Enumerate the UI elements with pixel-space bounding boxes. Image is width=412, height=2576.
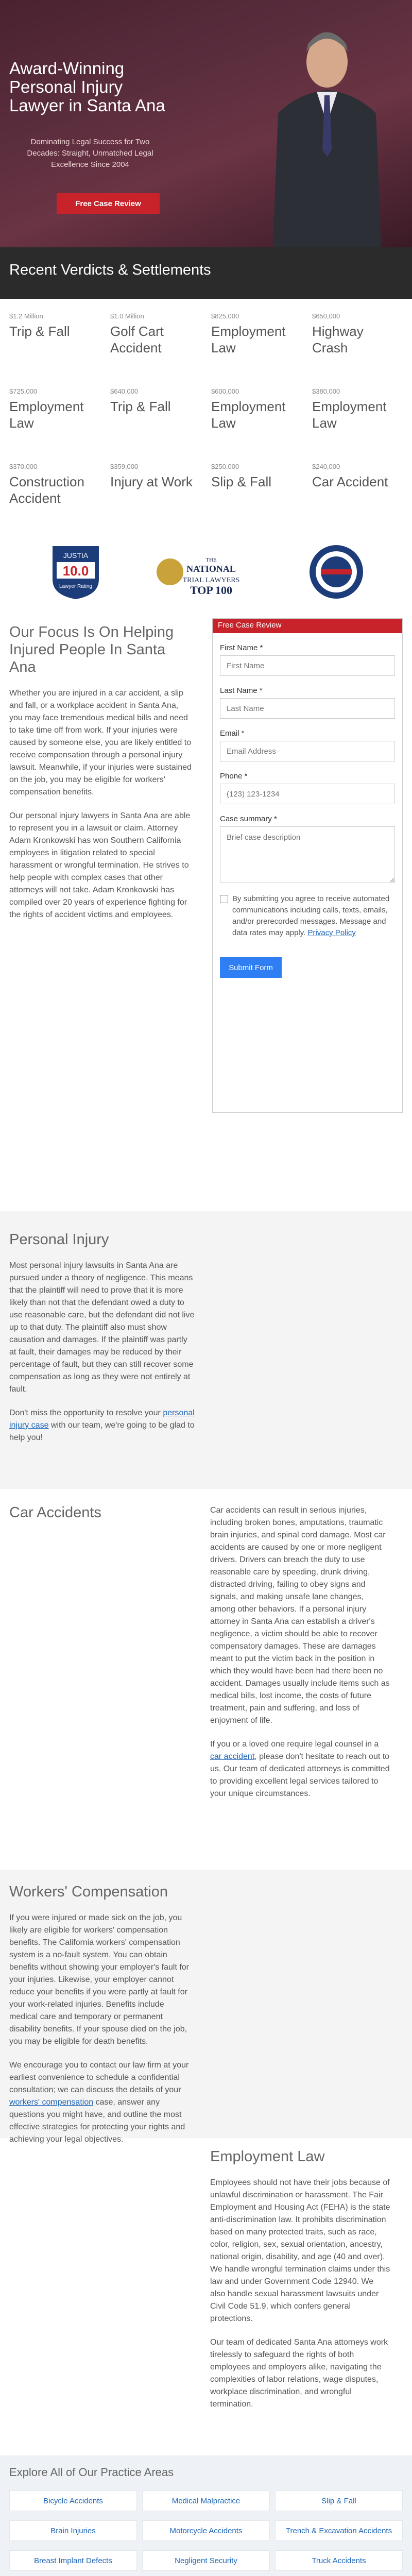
verdict-amount: $250,000 bbox=[211, 463, 239, 470]
practice-area-link[interactable]: Negligent Security bbox=[142, 2550, 270, 2571]
first-name-input[interactable] bbox=[220, 655, 395, 676]
verdict-item bbox=[312, 463, 403, 526]
practice-areas-grid bbox=[9, 2490, 403, 2576]
verdict-item bbox=[9, 312, 100, 375]
phone-input[interactable] bbox=[220, 784, 395, 804]
svg-text:NATIONAL: NATIONAL bbox=[186, 564, 236, 574]
svg-text:Lawyer Rating: Lawyer Rating bbox=[59, 584, 92, 589]
verdict-amount: $1.0 Million bbox=[110, 312, 144, 320]
verdict-item bbox=[312, 312, 403, 375]
verdict-type: Employment Law bbox=[312, 399, 387, 431]
verdict-type: Construction Accident bbox=[9, 474, 84, 506]
verdict-item bbox=[211, 387, 302, 450]
verdicts-header bbox=[0, 247, 412, 299]
personal-injury-link[interactable]: personal injury case bbox=[9, 1409, 195, 1430]
verdict-type: Injury at Work bbox=[110, 474, 193, 489]
employment-law-paragraph-2: Our team of dedicated Santa Ana attorneys work tirelessly to safeguard the rights of both employees and employers alike, navigating the complexities of labor relations, wage disputes, workplace discrimination, and wrongful termination. bbox=[210, 2338, 388, 2409]
car-accidents-section bbox=[0, 1489, 412, 1870]
verdict-type: Employment Law bbox=[211, 399, 286, 431]
case-summary-label: Case summary * bbox=[220, 815, 277, 823]
verdict-type: Slip & Fall bbox=[211, 474, 272, 489]
verdict-amount: $380,000 bbox=[312, 387, 340, 395]
first-name-label: First Name * bbox=[220, 643, 263, 652]
personal-injury-paragraph-2: Don't miss the opportunity to resolve your personal injury case with our team, we're going to be glad to help you! bbox=[9, 1409, 195, 1442]
verdict-item bbox=[312, 387, 403, 450]
consent-row bbox=[220, 893, 395, 939]
verdict-type: Trip & Fall bbox=[9, 324, 70, 339]
verdict-amount: $240,000 bbox=[312, 463, 340, 470]
practice-area-link[interactable]: Bicycle Accidents bbox=[9, 2490, 137, 2511]
verdict-type: Employment Law bbox=[211, 324, 286, 355]
hero-subtitle: Dominating Legal Success for Two Decades: Straight, Unmatched Legal Excellence Since 2004 bbox=[27, 138, 153, 169]
case-review-form bbox=[212, 618, 403, 1113]
employment-law-section bbox=[0, 2138, 412, 2455]
car-accident-link[interactable]: car accident bbox=[210, 1752, 255, 1761]
awards-row bbox=[0, 526, 412, 618]
verdict-type: Highway Crash bbox=[312, 324, 364, 355]
verdict-item bbox=[9, 463, 100, 526]
workers-comp-title: Workers' Compensation bbox=[9, 1884, 168, 1900]
phone-label: Phone * bbox=[220, 772, 248, 781]
verdicts-grid bbox=[0, 299, 412, 526]
svg-text:JUSTIA: JUSTIA bbox=[63, 551, 88, 560]
personal-injury-paragraph-1: Most personal injury lawsuits in Santa Ana are pursued under a theory of negligence. This means that the plaintiff will need to prove that it is more likely than not that the defendant owed a duty to use reasonable care, but the defendant did not live up to that duty. The plaintiff also must show causation and damages. If the plaintiff was partly at fault, their damages may be reduced by their percentage of fault, but they can still recover some compensation as long as they were not entirely at fault. bbox=[9, 1261, 195, 1394]
verdict-item bbox=[110, 312, 201, 375]
verdict-amount: $370,000 bbox=[9, 463, 38, 470]
verdict-item bbox=[211, 312, 302, 375]
focus-paragraph-2: Our personal injury lawyers in Santa Ana are able to represent you in a lawsuit or claim. Attorney Adam Kronkowski has won Southern California employees in litigation related to special harassment or wrongful termination. He strives to help people with complex cases that other attorneys will not take. Adam Kronkowski has compiled over 20 years of experience fighting for the rights of accident victims and employees. bbox=[9, 811, 191, 919]
email-input[interactable] bbox=[220, 741, 395, 761]
workers-comp-paragraph-2: We encourage you to contact our law firm at your earliest convenience to schedule a confidential consultation; we can discuss the details of your workers' compensation case, answer any questions you might have, and outline the most effective strategies for protecting your rights and achieving your legal objectives. bbox=[9, 2061, 189, 2144]
focus-section bbox=[0, 618, 412, 1211]
workers-comp-section bbox=[0, 1870, 412, 2144]
focus-paragraph-1: Whether you are injured in a car accident, a slip and fall, or a workplace accident in Santa Ana, you may face tremendous medical bills and need to take time off from work. If your injuries were caused by someone else, you are likely entitled to receive compensation through a personal injury lawsuit. Meanwhile, if your injuries were sustained on the job, you may be eligible for workers' compensation benefits. bbox=[9, 689, 192, 796]
verdict-type: Car Accident bbox=[312, 474, 388, 489]
practice-area-link[interactable]: Trench & Excavation Accidents bbox=[275, 2520, 403, 2541]
workers-comp-link[interactable]: workers' compensation bbox=[9, 2098, 94, 2107]
car-accidents-paragraph-2: If you or a loved one require legal counsel in a car accident, please don't hesitate to reach out to us. Our team of dedicated attorneys is committed to providing excellent legal services tailored to your unique circumstances. bbox=[210, 1740, 390, 1798]
verdict-amount: $600,000 bbox=[211, 387, 239, 395]
justia-badge bbox=[45, 541, 107, 603]
page-title: Award-Winning Personal Injury Lawyer in Santa Ana bbox=[9, 59, 165, 115]
last-name-input[interactable] bbox=[220, 698, 395, 719]
car-accidents-title: Car Accidents bbox=[9, 1504, 101, 1521]
privacy-policy-link[interactable]: Privacy Policy bbox=[307, 928, 356, 937]
verdict-type: Employment Law bbox=[9, 399, 84, 431]
consent-checkbox[interactable] bbox=[220, 895, 228, 903]
attorney-photo bbox=[268, 21, 386, 247]
personal-injury-section bbox=[0, 1211, 412, 1489]
verdict-amount: $1.2 Million bbox=[9, 312, 43, 320]
svg-text:10.0: 10.0 bbox=[62, 563, 89, 579]
verdict-item bbox=[110, 463, 201, 526]
national-trial-lawyers-badge bbox=[154, 541, 258, 603]
seal-badge bbox=[305, 541, 367, 603]
verdict-amount: $825,000 bbox=[211, 312, 239, 320]
last-name-label: Last Name * bbox=[220, 686, 263, 695]
employment-law-title: Employment Law bbox=[210, 2148, 325, 2165]
verdict-item bbox=[110, 387, 201, 450]
free-case-review-button[interactable]: Free Case Review bbox=[57, 193, 160, 214]
practice-area-link[interactable]: Brain Injuries bbox=[9, 2520, 137, 2541]
svg-text:TOP 100: TOP 100 bbox=[190, 584, 233, 597]
verdict-type: Trip & Fall bbox=[110, 399, 171, 414]
practice-area-link[interactable]: Breast Implant Defects bbox=[9, 2550, 137, 2571]
case-summary-textarea[interactable] bbox=[220, 826, 395, 883]
practice-area-link[interactable]: Truck Accidents bbox=[275, 2550, 403, 2571]
email-label: Email * bbox=[220, 729, 245, 738]
verdict-amount: $725,000 bbox=[9, 387, 38, 395]
form-header: Free Case Review bbox=[213, 619, 402, 633]
submit-form-button[interactable]: Submit Form bbox=[220, 957, 282, 978]
svg-text:TRIAL LAWYERS: TRIAL LAWYERS bbox=[182, 577, 240, 584]
verdict-item bbox=[9, 387, 100, 450]
verdict-amount: $650,000 bbox=[312, 312, 340, 320]
svg-text:THE: THE bbox=[205, 557, 217, 563]
practice-area-link[interactable]: Medical Malpractice bbox=[142, 2490, 270, 2511]
personal-injury-title: Personal Injury bbox=[9, 1231, 109, 1248]
verdicts-title: Recent Verdicts & Settlements bbox=[9, 262, 211, 278]
hero bbox=[0, 0, 412, 247]
practice-areas-section bbox=[0, 2455, 412, 2576]
verdict-type: Golf Cart Accident bbox=[110, 324, 164, 355]
workers-comp-paragraph-1: If you were injured or made sick on the job, you likely are eligible for workers' compensation benefits. The California workers' compensation system is a no-fault system. You can obtain benefits without showing your employer's fault for your injuries. Likewise, your employer cannot reduce your benefits if you were partly at fault for your work-related injuries. Benefits include medical care and temporary or permanent disability benefits. If your spouse died on the job, you may be eligible for death benefits. bbox=[9, 1913, 190, 2046]
car-accidents-paragraph-1: Car accidents can result in serious injuries, including broken bones, amputations, traumatic brain injuries, and spinal cord damage. Most car accidents are caused by one or more negligent drivers. Drivers can breach the duty to use reasonable care by speeding, drunk driving, distracted driving, failing to obey signs and signals, and making unsafe lane changes, among other behaviors. If a personal injury attorney in Santa Ana can establish a driver's negligence, a victim should be able to recover compensatory damages. These are damages meant to put the victim back in the position in which they would have been had there been no accident. Damages usually include items such as medical bills, lost income, the costs of future treatment, pain and suffering, and loss of enjoyment of life. bbox=[210, 1506, 390, 1725]
practice-area-link[interactable]: Slip & Fall bbox=[275, 2490, 403, 2511]
practice-area-link[interactable]: Motorcycle Accidents bbox=[142, 2520, 270, 2541]
verdict-amount: $359,000 bbox=[110, 463, 139, 470]
consent-text: By submitting you agree to receive automated communications including calls, texts, emails, and/or prerecorded messages. Message and data rates may apply. bbox=[232, 894, 390, 937]
verdict-amount: $640,000 bbox=[110, 387, 139, 395]
employment-law-paragraph-1: Employees should not have their jobs because of unlawful discrimination or harassment. The Fair Employment and Housing Act (FEHA) is the state anti-discrimination law. It prohibits discrimination based on many protected traits, such as race, color, religion, sex, sexual orientation, ancestry, national origin, disability, and age (40 and over). We handle wrongful termination claims under this law and under Government Code 12940. We also handle sexual harassment lawsuits under Civil Code 51.9, which confers general protections. bbox=[210, 2178, 390, 2323]
verdict-item bbox=[211, 463, 302, 526]
focus-title: Our Focus Is On Helping Injured People In Santa Ana bbox=[9, 624, 174, 675]
practice-areas-title: Explore All of Our Practice Areas bbox=[9, 2466, 174, 2479]
